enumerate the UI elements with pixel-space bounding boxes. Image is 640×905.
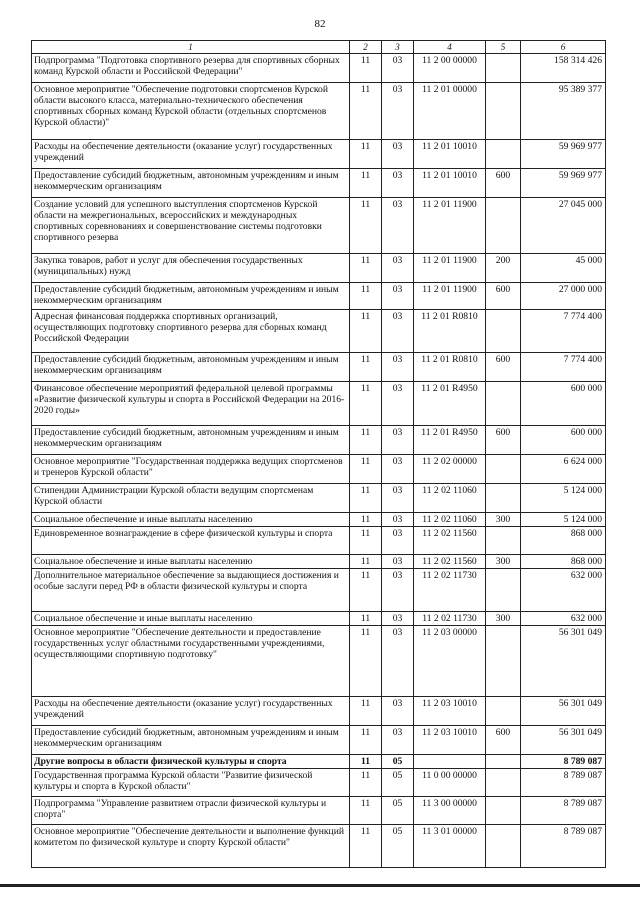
row-section-cell: 11 [350,527,382,555]
table-row [32,254,606,283]
row-subsection-cell: 03 [382,140,414,169]
row-subsection-cell: 03 [382,83,414,140]
row-target-article-cell: 11 2 01 11900 [414,198,486,254]
row-name-cell: Основное мероприятие "Обеспечение подготовки спортсменов Курской области высокого класса, материально-технического обеспечения спортивных сборных команд Курской области (отдельных спортсменов Курской области)" [32,83,350,140]
row-target-article-cell: 11 3 01 00000 [414,825,486,868]
row-subsection-cell: 03 [382,726,414,755]
row-subsection-cell: 03 [382,484,414,513]
row-name-cell: Предоставление субсидий бюджетным, автономным учреждениям и иным некоммерческим организациям [32,283,350,310]
table-row [32,755,606,769]
row-amount-cell: 632 000 [521,612,606,626]
row-expense-type-cell [486,198,521,254]
row-section-cell: 11 [350,140,382,169]
row-name-cell: Основное мероприятие "Государственная поддержка ведущих спортсменов и тренеров Курской области" [32,455,350,484]
row-name-cell: Расходы на обеспечение деятельности (оказание услуг) государственных учреждений [32,697,350,726]
table-row [32,353,606,382]
row-name-cell: Единовременное вознаграждение в сфере физической культуры и спорта [32,527,350,555]
row-name-cell: Дополнительное материальное обеспечение за выдающиеся достижения и особые заслуги перед РФ в области физической культуры и спорта [32,569,350,612]
row-target-article-cell: 11 2 02 11060 [414,513,486,527]
row-amount-cell: 6 624 000 [521,455,606,484]
row-section-cell: 11 [350,310,382,353]
row-amount-cell: 27 045 000 [521,198,606,254]
row-expense-type-cell [486,797,521,825]
row-target-article-cell: 11 3 00 00000 [414,797,486,825]
table-row [32,513,606,527]
row-name-cell: Основное мероприятие "Обеспечение деятельности и предоставление государственных услуг областными государственными учреждениями, осуществляющими спортивную подготовку" [32,626,350,697]
row-expense-type-cell [486,527,521,555]
table-row [32,527,606,555]
row-target-article-cell: 11 2 01 R4950 [414,426,486,455]
row-expense-type-cell [486,697,521,726]
row-expense-type-cell [486,83,521,140]
table-row [32,382,606,426]
row-amount-cell: 7 774 400 [521,310,606,353]
row-subsection-cell: 03 [382,527,414,555]
row-subsection-cell: 05 [382,769,414,797]
row-target-article-cell: 11 2 03 10010 [414,697,486,726]
row-amount-cell: 8 789 087 [521,797,606,825]
row-target-article-cell: 11 2 01 11900 [414,254,486,283]
table-row [32,825,606,868]
row-amount-cell: 56 301 049 [521,726,606,755]
row-name-cell: Социальное обеспечение и иные выплаты населению [32,555,350,569]
row-amount-cell: 8 789 087 [521,755,606,769]
table-row [32,484,606,513]
row-amount-cell: 56 301 049 [521,697,606,726]
row-target-article-cell [414,755,486,769]
header-cell-target-article: 4 [414,41,486,54]
row-amount-cell: 8 789 087 [521,825,606,868]
budget-table-body [32,41,606,868]
row-target-article-cell: 11 2 01 R0810 [414,310,486,353]
row-amount-cell: 59 969 977 [521,140,606,169]
table-row [32,140,606,169]
row-name-cell: Стипендии Администрации Курской области ведущим спортсменам Курской области [32,484,350,513]
row-amount-cell: 868 000 [521,527,606,555]
header-cell-name: 1 [32,41,350,54]
row-expense-type-cell: 300 [486,555,521,569]
header-cell-subsection: 3 [382,41,414,54]
row-section-cell: 11 [350,513,382,527]
row-name-cell: Создание условий для успешного выступления спортсменов Курской области на межрегиональных, всероссийских и международных спортивных соревнованиях и совершенствование системы подготовки спортивного резерва [32,198,350,254]
row-subsection-cell: 05 [382,755,414,769]
row-expense-type-cell: 600 [486,283,521,310]
row-section-cell: 11 [350,54,382,83]
table-row [32,198,606,254]
row-expense-type-cell [486,825,521,868]
header-cell-expense-type: 5 [486,41,521,54]
row-target-article-cell: 11 2 01 10010 [414,169,486,198]
row-section-cell: 11 [350,726,382,755]
row-target-article-cell: 11 0 00 00000 [414,769,486,797]
row-amount-cell: 45 000 [521,254,606,283]
row-expense-type-cell [486,769,521,797]
row-expense-type-cell [486,140,521,169]
budget-table [31,40,606,868]
row-amount-cell: 868 000 [521,555,606,569]
table-row [32,726,606,755]
row-target-article-cell: 11 2 02 11060 [414,484,486,513]
row-section-cell: 11 [350,555,382,569]
row-section-cell: 11 [350,283,382,310]
row-amount-cell: 27 000 000 [521,283,606,310]
row-name-cell: Другие вопросы в области физической культуры и спорта [32,755,350,769]
row-name-cell: Социальное обеспечение и иные выплаты населению [32,612,350,626]
row-subsection-cell: 05 [382,797,414,825]
row-name-cell: Предоставление субсидий бюджетным, автономным учреждениям и иным некоммерческим организациям [32,353,350,382]
row-expense-type-cell [486,755,521,769]
row-target-article-cell: 11 2 01 00000 [414,83,486,140]
row-name-cell: Закупка товаров, работ и услуг для обеспечения государственных (муниципальных) нужд [32,254,350,283]
row-name-cell: Социальное обеспечение и иные выплаты населению [32,513,350,527]
row-target-article-cell: 11 2 02 11560 [414,555,486,569]
row-subsection-cell: 03 [382,198,414,254]
row-amount-cell: 59 969 977 [521,169,606,198]
table-row [32,426,606,455]
row-name-cell: Адресная финансовая поддержка спортивных организаций, осуществляющих подготовку спортивного резерва для сборных команд Российской Федерации [32,310,350,353]
row-expense-type-cell [486,626,521,697]
row-target-article-cell: 11 2 00 00000 [414,54,486,83]
table-row [32,769,606,797]
row-expense-type-cell: 300 [486,612,521,626]
row-amount-cell: 5 124 000 [521,484,606,513]
row-expense-type-cell: 600 [486,353,521,382]
row-section-cell: 11 [350,769,382,797]
page-number: 82 [314,18,326,30]
row-target-article-cell: 11 2 01 R4950 [414,382,486,426]
row-subsection-cell: 03 [382,612,414,626]
row-subsection-cell: 03 [382,513,414,527]
row-name-cell: Подпрограмма "Подготовка спортивного резерва для спортивных сборных команд Курской области и Российской Федерации" [32,54,350,83]
row-target-article-cell: 11 2 02 11560 [414,527,486,555]
row-name-cell: Предоставление субсидий бюджетным, автономным учреждениям и иным некоммерческим организациям [32,426,350,455]
row-expense-type-cell [486,310,521,353]
header-cell-amount: 6 [521,41,606,54]
row-subsection-cell: 03 [382,283,414,310]
table-header-row [32,41,606,54]
row-section-cell: 11 [350,198,382,254]
row-expense-type-cell [486,382,521,426]
row-amount-cell: 158 314 426 [521,54,606,83]
row-target-article-cell: 11 2 02 00000 [414,455,486,484]
row-subsection-cell: 03 [382,455,414,484]
row-expense-type-cell [486,54,521,83]
row-expense-type-cell: 600 [486,169,521,198]
row-name-cell: Государственная программа Курской области "Развитие физической культуры и спорта в Курской области" [32,769,350,797]
row-name-cell: Финансовое обеспечение мероприятий федеральной целевой программы «Развитие физической культуры и спорта в Российской Федерации на 2016-2020 годы» [32,382,350,426]
header-cell-section: 2 [350,41,382,54]
row-section-cell: 11 [350,455,382,484]
table-row [32,797,606,825]
row-amount-cell: 632 000 [521,569,606,612]
row-subsection-cell: 03 [382,569,414,612]
table-row [32,310,606,353]
row-amount-cell: 600 000 [521,382,606,426]
row-expense-type-cell [486,455,521,484]
row-section-cell: 11 [350,569,382,612]
row-target-article-cell: 11 2 03 00000 [414,626,486,697]
row-expense-type-cell: 200 [486,254,521,283]
row-amount-cell: 5 124 000 [521,513,606,527]
row-amount-cell: 600 000 [521,426,606,455]
row-section-cell: 11 [350,825,382,868]
row-amount-cell: 95 389 377 [521,83,606,140]
table-row [32,83,606,140]
row-target-article-cell: 11 2 02 11730 [414,612,486,626]
row-subsection-cell: 03 [382,310,414,353]
row-subsection-cell: 03 [382,626,414,697]
row-subsection-cell: 03 [382,426,414,455]
table-row [32,569,606,612]
row-section-cell: 11 [350,697,382,726]
row-amount-cell: 8 789 087 [521,769,606,797]
row-subsection-cell: 03 [382,353,414,382]
row-subsection-cell: 03 [382,382,414,426]
row-subsection-cell: 03 [382,54,414,83]
table-row [32,54,606,83]
row-name-cell: Основное мероприятие "Обеспечение деятельности и выполнение функций комитетом по физической культуре и спорту Курской области" [32,825,350,868]
row-target-article-cell: 11 2 01 R0810 [414,353,486,382]
row-amount-cell: 7 774 400 [521,353,606,382]
row-expense-type-cell: 600 [486,726,521,755]
row-section-cell: 11 [350,612,382,626]
row-section-cell: 11 [350,797,382,825]
row-subsection-cell: 05 [382,825,414,868]
table-row [32,169,606,198]
row-expense-type-cell: 300 [486,513,521,527]
row-section-cell: 11 [350,353,382,382]
row-name-cell: Предоставление субсидий бюджетным, автономным учреждениям и иным некоммерческим организациям [32,169,350,198]
row-name-cell: Предоставление субсидий бюджетным, автономным учреждениям и иным некоммерческим организациям [32,726,350,755]
table-row [32,612,606,626]
row-section-cell: 11 [350,254,382,283]
row-subsection-cell: 03 [382,169,414,198]
row-section-cell: 11 [350,755,382,769]
row-section-cell: 11 [350,426,382,455]
row-name-cell: Подпрограмма "Управление развитием отрасли физической культуры и спорта" [32,797,350,825]
table-row [32,455,606,484]
row-amount-cell: 56 301 049 [521,626,606,697]
row-target-article-cell: 11 2 02 11730 [414,569,486,612]
row-subsection-cell: 03 [382,697,414,726]
row-name-cell: Расходы на обеспечение деятельности (оказание услуг) государственных учреждений [32,140,350,169]
table-row [32,283,606,310]
row-expense-type-cell: 600 [486,426,521,455]
row-subsection-cell: 03 [382,254,414,283]
row-subsection-cell: 03 [382,555,414,569]
row-section-cell: 11 [350,626,382,697]
row-target-article-cell: 11 2 01 10010 [414,140,486,169]
row-expense-type-cell [486,569,521,612]
row-target-article-cell: 11 2 03 10010 [414,726,486,755]
bottom-rule [0,884,640,887]
table-row [32,697,606,726]
row-expense-type-cell [486,484,521,513]
row-target-article-cell: 11 2 01 11900 [414,283,486,310]
table-row [32,555,606,569]
row-section-cell: 11 [350,484,382,513]
table-row [32,626,606,697]
row-section-cell: 11 [350,382,382,426]
row-section-cell: 11 [350,83,382,140]
row-section-cell: 11 [350,169,382,198]
